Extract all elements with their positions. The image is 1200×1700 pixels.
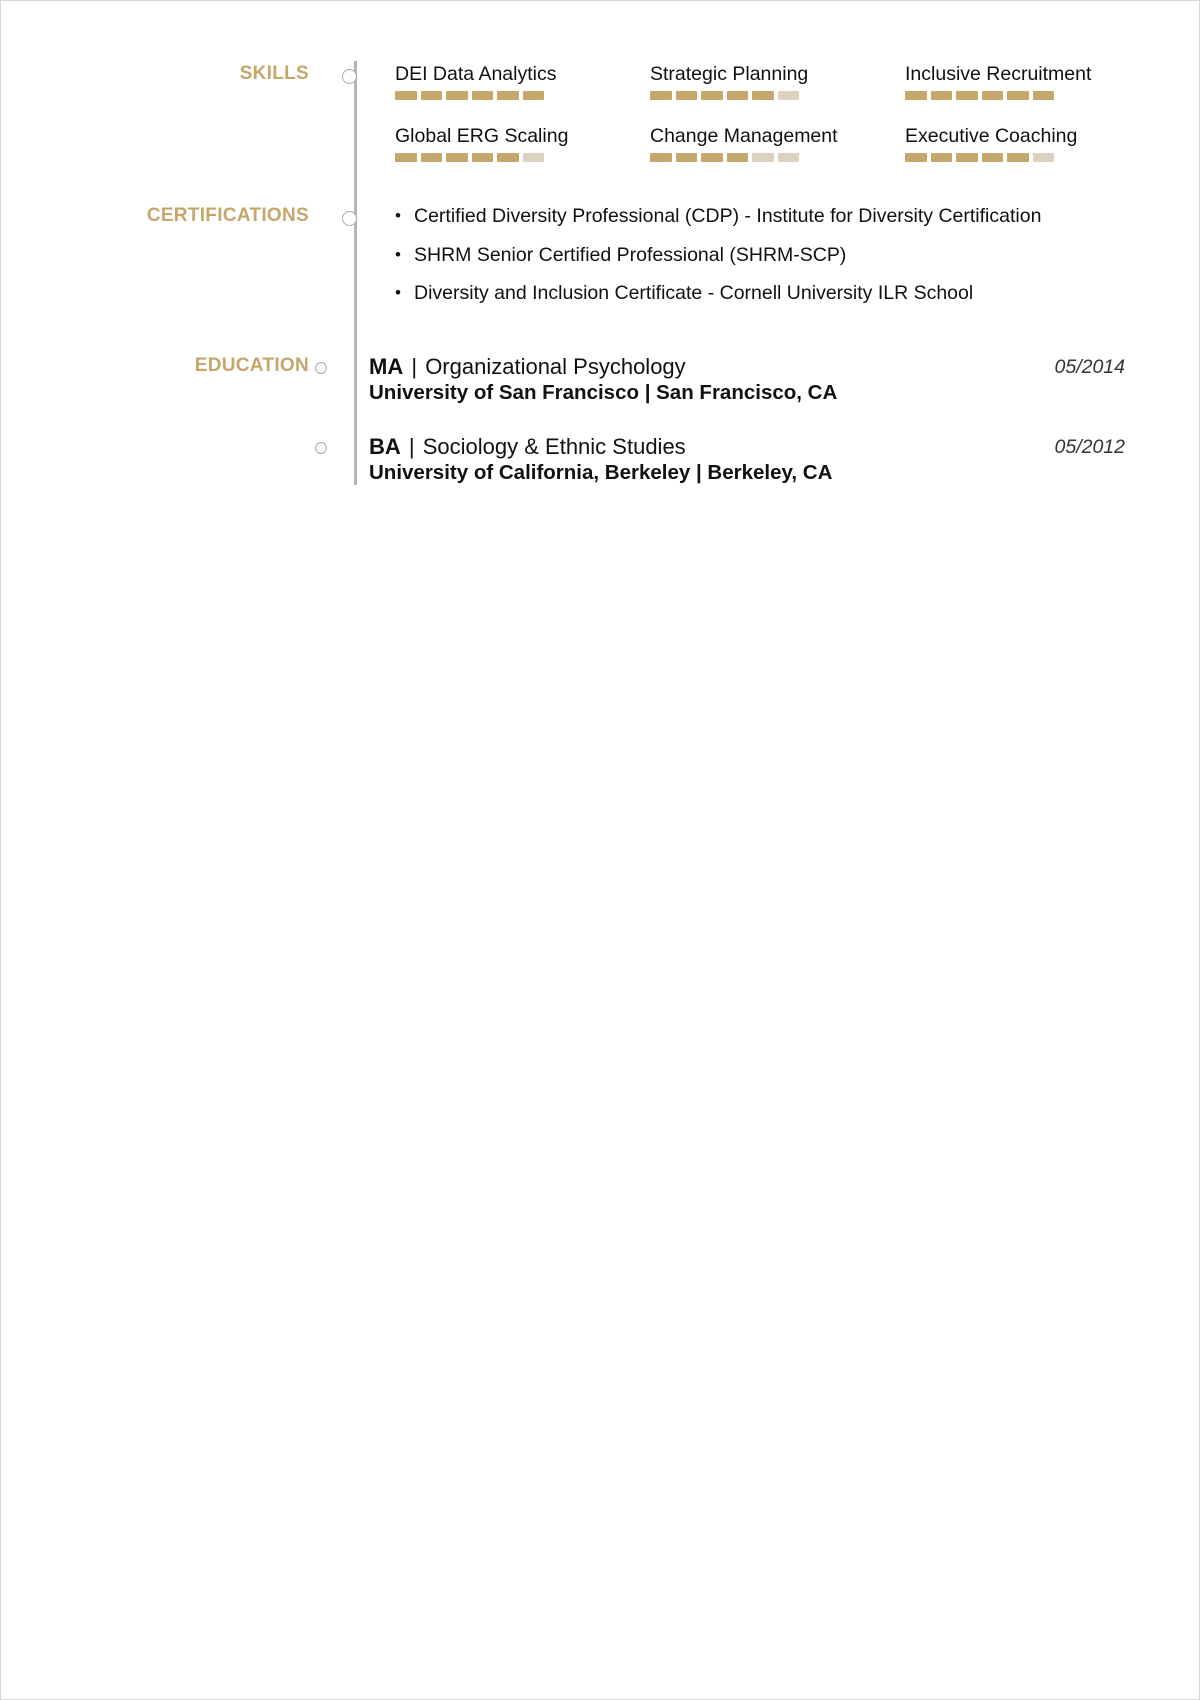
skill-segment-filled — [982, 153, 1004, 162]
skill-name: Strategic Planning — [650, 63, 809, 85]
skills-timeline-dot — [342, 69, 357, 84]
skill-segment-filled — [931, 153, 953, 162]
skill-item — [395, 62, 635, 100]
skill-segment-filled — [701, 153, 723, 162]
certification-item: • Diversity and Inclusion Certificate - Cornell University ILR School — [395, 281, 1041, 305]
school: University of California, Berkeley | Berkeley, CA — [369, 461, 833, 484]
skill-segment-filled — [905, 153, 927, 162]
skill-segment-filled — [727, 153, 749, 162]
skill-segment-filled — [701, 91, 723, 100]
skill-item — [395, 124, 635, 162]
degree-line — [369, 434, 1125, 460]
skill-segment-filled — [497, 153, 519, 162]
skill-segment-filled — [421, 153, 443, 162]
skill-level-bar — [905, 153, 1145, 162]
skill-segment-filled — [650, 91, 672, 100]
skill-segment-filled — [472, 153, 494, 162]
skill-segment-empty — [1033, 153, 1055, 162]
skill-segment-filled — [421, 91, 443, 100]
degree: MA — [369, 354, 404, 379]
skill-segment-filled — [931, 91, 953, 100]
skill-segment-filled — [650, 153, 672, 162]
skill-segment-filled — [446, 91, 468, 100]
graduation-date: 05/2014 — [1054, 356, 1125, 378]
skill-level-bar — [395, 91, 635, 100]
skill-segment-filled — [956, 91, 978, 100]
skill-segment-filled — [1007, 91, 1029, 100]
certifications-heading: CERTIFICATIONS — [146, 205, 309, 226]
skill-name: Change Management — [650, 125, 838, 147]
skill-segment-filled — [395, 91, 417, 100]
skill-segment-filled — [497, 91, 519, 100]
skill-segment-empty — [778, 91, 800, 100]
skill-segment-filled — [982, 91, 1004, 100]
skill-item — [905, 62, 1145, 100]
skill-segment-filled — [905, 91, 927, 100]
skill-segment-empty — [752, 153, 774, 162]
skill-level-bar — [395, 153, 635, 162]
education-entry — [369, 434, 1125, 486]
skill-level-bar — [905, 91, 1145, 100]
skill-name: DEI Data Analytics — [395, 63, 557, 85]
certifications-list — [395, 204, 1041, 320]
skill-level-bar — [650, 153, 890, 162]
degree-line — [369, 354, 1125, 380]
skill-segment-filled — [752, 91, 774, 100]
graduation-date: 05/2012 — [1054, 436, 1125, 458]
certification-item: • SHRM Senior Certified Professional (SHRM-SCP) — [395, 243, 1041, 267]
skill-name: Executive Coaching — [905, 125, 1078, 147]
education-entry — [369, 354, 1125, 406]
skill-item — [650, 62, 890, 100]
skill-level-bar — [650, 91, 890, 100]
skill-segment-empty — [523, 153, 545, 162]
skill-segment-filled — [1033, 91, 1055, 100]
education-timeline-dot — [315, 362, 327, 374]
degree: BA — [369, 434, 401, 459]
certifications-timeline-dot — [342, 211, 357, 226]
skill-segment-filled — [446, 153, 468, 162]
skill-segment-empty — [778, 153, 800, 162]
skill-segment-filled — [523, 91, 545, 100]
education-timeline-dot — [315, 442, 327, 454]
skill-name: Inclusive Recruitment — [905, 63, 1092, 85]
skill-name: Global ERG Scaling — [395, 125, 569, 147]
skill-segment-filled — [676, 153, 698, 162]
certification-item: • Certified Diversity Professional (CDP) - Institute for Diversity Certification — [395, 204, 1041, 228]
field-of-study: Sociology & Ethnic Studies — [422, 434, 686, 459]
skill-segment-filled — [727, 91, 749, 100]
education-heading: EDUCATION — [194, 355, 309, 376]
skill-item — [650, 124, 890, 162]
skill-item — [905, 124, 1145, 162]
separator: | — [411, 354, 418, 379]
skills-heading: SKILLS — [239, 63, 309, 84]
skill-segment-filled — [1007, 153, 1029, 162]
skill-segment-filled — [472, 91, 494, 100]
timeline-line — [354, 61, 357, 485]
field-of-study: Organizational Psychology — [425, 354, 686, 379]
school: University of San Francisco | San Francisco, CA — [369, 381, 838, 404]
skill-segment-filled — [395, 153, 417, 162]
skill-segment-filled — [676, 91, 698, 100]
skill-segment-filled — [956, 153, 978, 162]
separator: | — [408, 434, 415, 459]
